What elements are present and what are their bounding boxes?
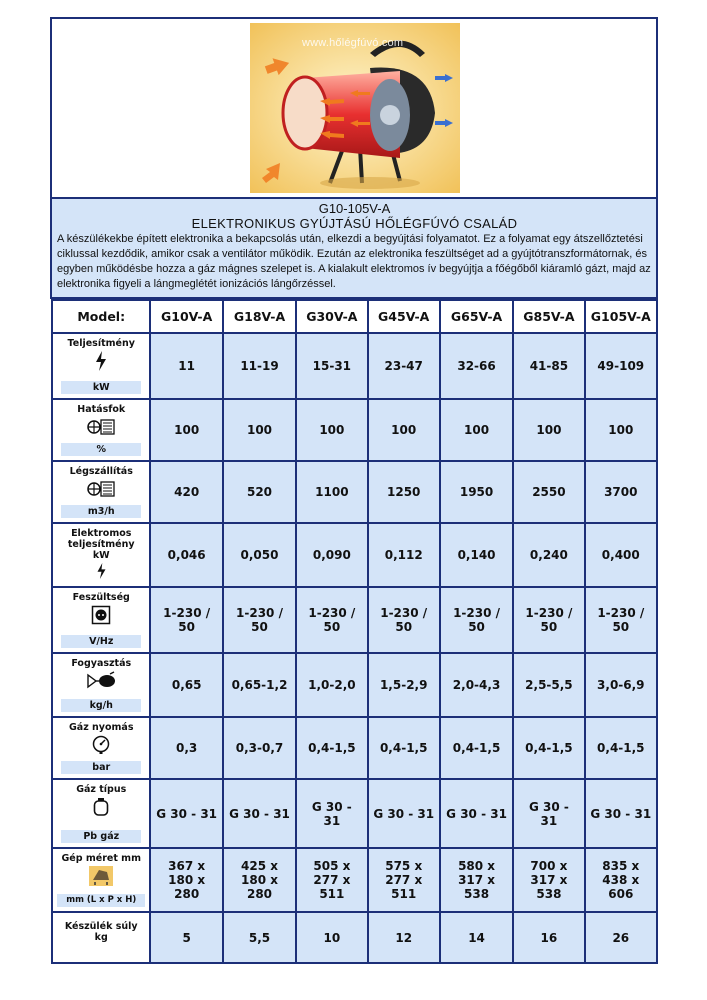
row-name: Feszültség <box>72 592 130 603</box>
lightning-icon <box>96 563 107 579</box>
row-unit: kW <box>61 381 141 394</box>
model-header-label: Model: <box>52 300 150 333</box>
table-cell: 2,0-4,3 <box>440 653 513 717</box>
table-cell: 0,65 <box>150 653 222 717</box>
table-cell: 0,3-0,7 <box>223 717 296 779</box>
table-cell: 0,4-1,5 <box>585 717 657 779</box>
table-cell: 11-19 <box>223 333 296 399</box>
table-cell: 23-47 <box>368 333 440 399</box>
row-name: Gáz típus <box>76 784 127 795</box>
header-row <box>52 300 657 333</box>
fan-heater-icon <box>86 417 116 437</box>
table-cell: 16 <box>513 912 584 963</box>
table-row <box>52 523 657 587</box>
model-header: G30V-A <box>296 300 367 333</box>
table-cell: 32-66 <box>440 333 513 399</box>
table-cell: 10 <box>296 912 367 963</box>
table-cell: 11 <box>150 333 222 399</box>
model-range-title: G10-105V-A <box>318 201 391 216</box>
model-header: G105V-A <box>585 300 657 333</box>
description-panel <box>52 197 656 297</box>
row-unit: mm (L x P x H) <box>57 894 145 907</box>
model-header: G10V-A <box>150 300 222 333</box>
table-cell: 580 x 317 x 538 <box>440 848 513 912</box>
table-cell: 2,5-5,5 <box>513 653 584 717</box>
table-cell: 420 <box>150 461 222 523</box>
table-cell: 3700 <box>585 461 657 523</box>
table-cell: 425 x 180 x 280 <box>223 848 296 912</box>
table-cell: 835 x 438 x 606 <box>585 848 657 912</box>
row-name: Hatásfok <box>77 404 126 415</box>
table-cell: 12 <box>368 912 440 963</box>
table-cell: 0,240 <box>513 523 584 587</box>
table-cell: 505 x 277 x 511 <box>296 848 367 912</box>
table-cell: 5,5 <box>223 912 296 963</box>
row-name: Elektromos teljesítmény <box>67 528 135 550</box>
table-row <box>52 587 657 653</box>
row-label <box>52 717 150 779</box>
row-label <box>52 399 150 461</box>
row-name: Készülék súly <box>64 921 138 932</box>
table-cell: G 30 - 31 <box>368 779 440 848</box>
row-name: Gáz nyomás <box>68 722 134 733</box>
burner-icon <box>86 671 116 691</box>
table-cell: 0,4-1,5 <box>368 717 440 779</box>
table-cell: 2550 <box>513 461 584 523</box>
table-row <box>52 848 657 912</box>
table-cell: 14 <box>440 912 513 963</box>
table-cell: G 30 - 31 <box>296 779 367 848</box>
table-row <box>52 717 657 779</box>
table-cell: 100 <box>368 399 440 461</box>
table-row <box>52 461 657 523</box>
family-title: ELEKTRONIKUS GYÚJTÁSÚ HŐLÉGFÚVÓ CSALÁD <box>191 216 518 231</box>
row-unit: % <box>61 443 141 456</box>
table-cell: 1-230 / 50 <box>585 587 657 653</box>
table-cell: G 30 - 31 <box>150 779 222 848</box>
table-cell: 3,0-6,9 <box>585 653 657 717</box>
row-label <box>52 779 150 848</box>
socket-icon <box>91 605 111 625</box>
table-cell: 1950 <box>440 461 513 523</box>
model-header: G18V-A <box>223 300 296 333</box>
table-cell: G 30 - 31 <box>440 779 513 848</box>
row-unit: Pb gáz <box>61 830 141 843</box>
row-unit: m3/h <box>61 505 141 518</box>
row-unit: kg/h <box>61 699 141 712</box>
gauge-icon <box>91 735 111 755</box>
table-cell: 0,4-1,5 <box>513 717 584 779</box>
table-cell: 100 <box>296 399 367 461</box>
table-cell: 1-230 / 50 <box>513 587 584 653</box>
table-cell: 1-230 / 50 <box>150 587 222 653</box>
table-cell: 520 <box>223 461 296 523</box>
table-cell: 0,112 <box>368 523 440 587</box>
table-cell: 1-230 / 50 <box>223 587 296 653</box>
row-label <box>52 333 150 399</box>
row-name: Gép méret mm <box>61 853 141 864</box>
row-label <box>52 461 150 523</box>
row-unit: bar <box>61 761 141 774</box>
row-name: Teljesítmény <box>67 338 135 349</box>
row-label <box>52 653 150 717</box>
table-cell: G 30 - 31 <box>513 779 584 848</box>
table-cell: 1-230 / 50 <box>368 587 440 653</box>
table-cell: 1250 <box>368 461 440 523</box>
description-text: A készülékekbe épített elektronika a bekapcsolás után, elkezdi a begyújtási folyamatot. Ez a folyamat egy átszellőztetési ciklussal kezdődik, amikor csak a ventilátor működik. Ezután az elektronika feszültséget ad a gyújtótranszformátornak, és egyben működésbe hozza a gáz mágnes szelepet is. A kialakult elektromos ív begyújtja a főégőből kiáramló gázt, majd az elektronika figyeli a lángmeglétét ionizációs lángőrzéssel. <box>57 233 651 290</box>
row-unit: V/Hz <box>61 635 141 648</box>
row-unit: kW <box>92 550 110 561</box>
row-name: Fogyasztás <box>71 658 132 669</box>
table-row <box>52 912 657 963</box>
table-cell: 100 <box>585 399 657 461</box>
table-row <box>52 399 657 461</box>
table-cell: 100 <box>440 399 513 461</box>
table-cell: 1-230 / 50 <box>296 587 367 653</box>
table-cell: 100 <box>150 399 222 461</box>
table-cell: G 30 - 31 <box>585 779 657 848</box>
header-frame <box>50 17 658 299</box>
table-cell: 0,090 <box>296 523 367 587</box>
spec-table <box>51 299 658 964</box>
table-cell: 41-85 <box>513 333 584 399</box>
row-name: Légszállítás <box>69 466 133 477</box>
table-cell: 0,3 <box>150 717 222 779</box>
table-cell: 26 <box>585 912 657 963</box>
row-label <box>52 523 150 587</box>
machine-icon <box>89 866 113 886</box>
table-cell: 575 x 277 x 511 <box>368 848 440 912</box>
table-cell: 1,5-2,9 <box>368 653 440 717</box>
row-label <box>52 848 150 912</box>
table-cell: 0,65-1,2 <box>223 653 296 717</box>
table-cell: 49-109 <box>585 333 657 399</box>
table-cell: 700 x 317 x 538 <box>513 848 584 912</box>
table-row <box>52 653 657 717</box>
table-cell: 1100 <box>296 461 367 523</box>
table-cell: 100 <box>513 399 584 461</box>
table-cell: 0,4-1,5 <box>440 717 513 779</box>
watermark-text: www.hőlégfúvó.com <box>302 37 404 49</box>
table-cell: 1,0-2,0 <box>296 653 367 717</box>
row-label <box>52 912 150 963</box>
lightning-icon <box>95 351 107 371</box>
model-header: G85V-A <box>513 300 584 333</box>
table-row <box>52 333 657 399</box>
gas-bottle-icon <box>92 797 110 817</box>
table-cell: 0,050 <box>223 523 296 587</box>
model-header: G45V-A <box>368 300 440 333</box>
heater-illustration <box>250 23 460 193</box>
table-cell: 5 <box>150 912 222 963</box>
table-cell: 367 x 180 x 280 <box>150 848 222 912</box>
table-cell: 0,400 <box>585 523 657 587</box>
table-cell: 100 <box>223 399 296 461</box>
table-cell: 0,4-1,5 <box>296 717 367 779</box>
table-cell: 0,140 <box>440 523 513 587</box>
table-row <box>52 779 657 848</box>
table-cell: 0,046 <box>150 523 222 587</box>
fan-heater-icon <box>86 479 116 499</box>
table-cell: G 30 - 31 <box>223 779 296 848</box>
table-cell: 15-31 <box>296 333 367 399</box>
row-unit: kg <box>94 932 108 943</box>
model-header: G65V-A <box>440 300 513 333</box>
table-cell: 1-230 / 50 <box>440 587 513 653</box>
row-label <box>52 587 150 653</box>
